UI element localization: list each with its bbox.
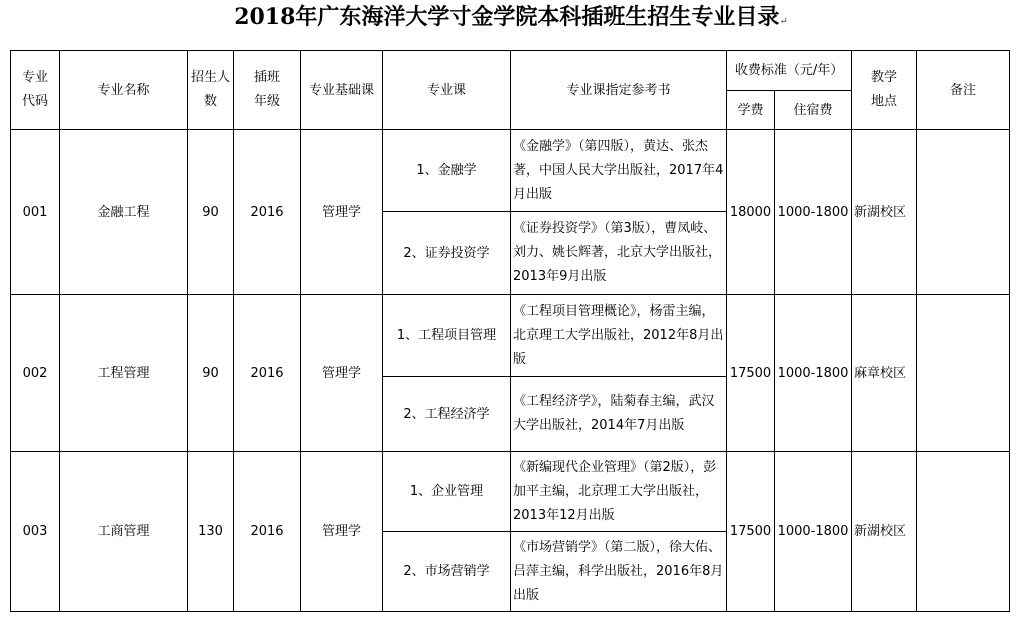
program-foundation: 管理学 (301, 130, 383, 295)
program-quota: 90 (188, 130, 234, 295)
program-notes (917, 130, 1010, 295)
program-campus: 新湖校区 (852, 452, 917, 612)
program-tuition: 18000 (727, 130, 775, 295)
program-grade: 2016 (234, 452, 301, 612)
header-courses: 专业课 (383, 51, 511, 130)
header-notes: 备注 (917, 51, 1010, 130)
program-name: 金融工程 (60, 130, 188, 295)
page-title: 2018年广东海洋大学寸金学院本科插班生招生专业目录↵ (234, 4, 788, 30)
course-name: 1、企业管理 (383, 452, 511, 532)
header-code: 专业 代码 (11, 51, 60, 130)
program-lodging: 1000-1800 (775, 295, 852, 452)
header-grade: 插班 年级 (234, 51, 301, 130)
program-catalog-table (10, 50, 1010, 612)
course-name: 1、金融学 (383, 130, 511, 212)
program-lodging: 1000-1800 (775, 130, 852, 295)
header-foundation: 专业基础课 (301, 51, 383, 130)
header-tuition: 学费 (727, 91, 775, 130)
program-quota: 90 (188, 295, 234, 452)
course-name: 2、证券投资学 (383, 212, 511, 295)
program-grade: 2016 (234, 130, 301, 295)
program-notes (917, 295, 1010, 452)
program-campus: 新湖校区 (852, 130, 917, 295)
course-book: 《金融学》（第四版），黄达、张杰著，中国人民大学出版社，2017年4月出版 (511, 130, 727, 212)
program-code: 001 (11, 130, 60, 295)
header-lodging: 住宿费 (775, 91, 852, 130)
program-tuition: 17500 (727, 295, 775, 452)
program-code: 002 (11, 295, 60, 452)
program-tuition: 17500 (727, 452, 775, 612)
course-book: 《市场营销学》（第二版），徐大佑、吕萍主编，科学出版社，2016年8月出版 (511, 532, 727, 612)
course-book: 《工程项目管理概论》，杨雷主编，北京理工大学出版社，2012年8月出版 (511, 295, 727, 377)
course-book: 《新编现代企业管理》（第2版），彭加平主编，北京理工大学出版社，2013年12月出版 (511, 452, 727, 532)
program-lodging: 1000-1800 (775, 452, 852, 612)
program-foundation: 管理学 (301, 452, 383, 612)
course-book: 《工程经济学》，陆菊春主编，武汉大学出版社，2014年7月出版 (511, 377, 727, 452)
program-campus: 麻章校区 (852, 295, 917, 452)
program-quota: 130 (188, 452, 234, 612)
program-name: 工程管理 (60, 295, 188, 452)
course-book: 《证券投资学》（第3版），曹凤岐、刘力、姚长辉著，北京大学出版社，2013年9月出版 (511, 212, 727, 295)
header-name: 专业名称 (60, 51, 188, 130)
course-name: 2、工程经济学 (383, 377, 511, 452)
table-row (11, 130, 1010, 212)
course-name: 2、市场营销学 (383, 532, 511, 612)
header-fee: 收费标准（元/年） (727, 51, 852, 91)
program-code: 003 (11, 452, 60, 612)
table-row (11, 452, 1010, 532)
program-grade: 2016 (234, 295, 301, 452)
program-name: 工商管理 (60, 452, 188, 612)
header-quota: 招生人 数 (188, 51, 234, 130)
table-row (11, 295, 1010, 377)
program-foundation: 管理学 (301, 295, 383, 452)
header-books: 专业课指定参考书 (511, 51, 727, 130)
program-notes (917, 452, 1010, 612)
course-name: 1、工程项目管理 (383, 295, 511, 377)
header-campus: 教学 地点 (852, 51, 917, 130)
